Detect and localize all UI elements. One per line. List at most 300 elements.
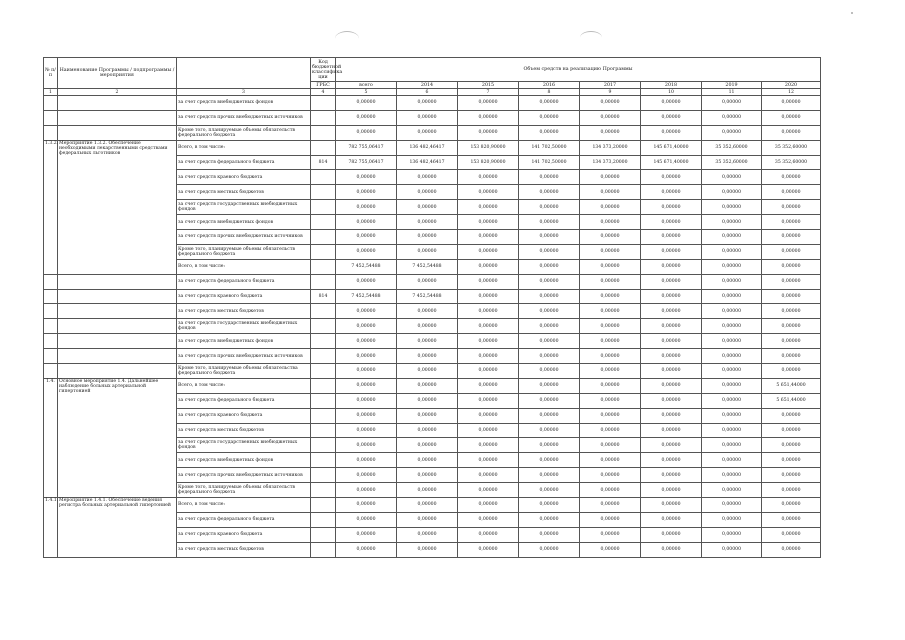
funding-source: за счет средств прочих внебюджетных источников [177,349,311,364]
amount-cell: 0,00000 [702,200,762,215]
amount-cell: 0,00000 [762,200,821,215]
amount-cell: 0,00000 [762,527,821,542]
budget-code [311,512,336,527]
row-index [44,289,58,304]
budget-table [43,57,821,558]
funding-source: за счет средств местных бюджетов [177,542,311,557]
amount-cell: 0,00000 [336,110,397,125]
funding-source: Кроме того, планируемые объемы обязательств федерального бюджета [177,244,311,259]
amount-cell: 0,00000 [702,259,762,274]
amount-cell: 0,00000 [458,349,519,364]
amount-cell: 0,00000 [336,319,397,334]
amount-cell: 0,00000 [458,512,519,527]
amount-cell: 0,00000 [458,289,519,304]
row-index: 1.4.1. [44,498,58,558]
amount-cell: 0,00000 [519,170,580,185]
amount-cell: 0,00000 [519,349,580,364]
amount-cell: 0,00000 [519,259,580,274]
scan-dot [851,12,853,14]
amount-cell: 0,00000 [702,349,762,364]
budget-code [311,364,336,379]
row-measure-name [58,334,177,349]
amount-cell: 0,00000 [641,274,702,289]
amount-cell: 0,00000 [702,527,762,542]
budget-code [311,378,336,393]
budget-code [311,274,336,289]
row-measure-name: Мероприятие 1.4.1. Обеспечение ведения регистра больных артериальной гипертонией [58,498,177,558]
amount-cell: 0,00000 [580,468,641,483]
amount-cell: 0,00000 [641,289,702,304]
amount-cell: 0,00000 [702,244,762,259]
amount-cell: 0,00000 [458,244,519,259]
amount-cell: 0,00000 [702,125,762,140]
amount-cell: 0,00000 [397,393,458,408]
column-number: 8 [519,89,580,96]
amount-cell: 0,00000 [458,393,519,408]
column-number: 11 [702,89,762,96]
amount-cell: 0,00000 [641,96,702,111]
amount-cell: 0,00000 [519,110,580,125]
amount-cell: 0,00000 [580,453,641,468]
amount-cell: 0,00000 [641,110,702,125]
funding-source: за счет средств краевого бюджета [177,408,311,423]
table-row [44,304,821,319]
amount-cell: 0,00000 [397,215,458,230]
amount-cell: 134 373,20000 [580,140,641,155]
amount-cell: 0,00000 [580,378,641,393]
scan-mark-right [580,31,602,44]
funding-source: за счет средств местных бюджетов [177,423,311,438]
table-row [44,140,821,155]
budget-code [311,334,336,349]
amount-cell: 0,00000 [336,200,397,215]
funding-source: за счет средств местных бюджетов [177,185,311,200]
amount-cell: 35 352,60000 [762,155,821,170]
amount-cell: 0,00000 [458,230,519,245]
amount-cell: 7 452,54488 [397,259,458,274]
amount-cell: 0,00000 [641,378,702,393]
amount-cell: 0,00000 [519,289,580,304]
amount-cell: 0,00000 [762,185,821,200]
amount-cell: 145 671,40000 [641,140,702,155]
amount-cell: 0,00000 [580,170,641,185]
table-row [44,334,821,349]
amount-cell: 0,00000 [580,527,641,542]
funding-source: за счет средств федерального бюджета [177,155,311,170]
amount-cell: 0,00000 [336,274,397,289]
row-index [44,96,58,111]
amount-cell: 0,00000 [641,364,702,379]
amount-cell: 0,00000 [580,364,641,379]
amount-cell: 0,00000 [336,185,397,200]
amount-cell: 0,00000 [458,483,519,498]
amount-cell: 0,00000 [641,200,702,215]
funding-source: Кроме того, планируемые объемы обязательства федерального бюджета [177,364,311,379]
amount-cell: 0,00000 [336,468,397,483]
amount-cell: 0,00000 [702,468,762,483]
amount-cell: 0,00000 [397,542,458,557]
amount-cell: 0,00000 [762,244,821,259]
amount-cell: 0,00000 [580,498,641,513]
budget-code [311,140,336,155]
amount-cell: 7 452,54488 [336,259,397,274]
header-source [177,58,311,89]
budget-code [311,438,336,453]
amount-cell: 0,00000 [336,542,397,557]
amount-cell: 0,00000 [519,304,580,319]
amount-cell: 0,00000 [762,423,821,438]
budget-code [311,259,336,274]
amount-cell: 0,00000 [702,170,762,185]
amount-cell: 0,00000 [336,349,397,364]
amount-cell: 5 651,44000 [762,378,821,393]
amount-cell: 0,00000 [580,125,641,140]
header-year: 2015 [458,82,519,89]
budget-code [311,125,336,140]
row-index [44,319,58,334]
row-index: 1.3.2. [44,140,58,274]
amount-cell: 0,00000 [336,393,397,408]
amount-cell: 0,00000 [397,319,458,334]
amount-cell: 0,00000 [397,334,458,349]
amount-cell: 0,00000 [702,334,762,349]
budget-code [311,200,336,215]
amount-cell: 0,00000 [641,334,702,349]
amount-cell: 0,00000 [458,319,519,334]
amount-cell: 0,00000 [397,244,458,259]
amount-cell: 0,00000 [336,244,397,259]
amount-cell: 0,00000 [641,423,702,438]
row-measure-name [58,304,177,319]
budget-code [311,408,336,423]
amount-cell: 0,00000 [641,438,702,453]
funding-source: за счет средств внебюджетных фондов [177,453,311,468]
funding-source: за счет средств внебюджетных фондов [177,96,311,111]
funding-source: за счет средств федерального бюджета [177,274,311,289]
amount-cell: 0,00000 [762,438,821,453]
amount-cell: 0,00000 [397,453,458,468]
amount-cell: 0,00000 [397,468,458,483]
scan-mark-left [335,31,359,46]
amount-cell: 0,00000 [397,512,458,527]
amount-cell: 0,00000 [580,438,641,453]
amount-cell: 0,00000 [641,215,702,230]
row-index [44,125,58,140]
amount-cell: 0,00000 [702,230,762,245]
amount-cell: 0,00000 [580,110,641,125]
amount-cell: 7 452,54488 [336,289,397,304]
amount-cell: 134 373,20000 [580,155,641,170]
amount-cell: 0,00000 [519,334,580,349]
amount-cell: 0,00000 [397,304,458,319]
amount-cell: 0,00000 [397,527,458,542]
amount-cell: 0,00000 [580,274,641,289]
amount-cell: 0,00000 [336,230,397,245]
row-index [44,304,58,319]
amount-cell: 0,00000 [641,542,702,557]
amount-cell: 7 452,54488 [397,289,458,304]
amount-cell: 0,00000 [397,274,458,289]
header-year: всего [336,82,397,89]
amount-cell: 0,00000 [336,483,397,498]
amount-cell: 0,00000 [641,453,702,468]
amount-cell: 0,00000 [458,304,519,319]
amount-cell: 0,00000 [336,453,397,468]
budget-code [311,170,336,185]
amount-cell: 35 352,60000 [762,140,821,155]
amount-cell: 0,00000 [458,453,519,468]
header-year: 2020 [762,82,821,89]
amount-cell: 0,00000 [762,468,821,483]
amount-cell: 0,00000 [762,512,821,527]
amount-cell: 153 820,90000 [458,155,519,170]
amount-cell: 0,00000 [519,319,580,334]
amount-cell: 0,00000 [519,200,580,215]
amount-cell: 0,00000 [702,319,762,334]
amount-cell: 0,00000 [336,498,397,513]
amount-cell: 0,00000 [458,378,519,393]
amount-cell: 0,00000 [641,349,702,364]
budget-code [311,230,336,245]
column-number: 1 [44,89,58,96]
header-code: ГРБС [311,82,336,89]
funding-source: за счет средств федерального бюджета [177,393,311,408]
amount-cell: 0,00000 [580,349,641,364]
column-number: 4 [311,89,336,96]
budget-code [311,527,336,542]
row-index [44,110,58,125]
funding-source: за счет средств внебюджетных фондов [177,215,311,230]
table-row [44,289,821,304]
budget-code [311,304,336,319]
row-index [44,349,58,364]
amount-cell: 0,00000 [580,289,641,304]
funding-source: Кроме того, планируемые объемы обязательств федерального бюджета [177,483,311,498]
amount-cell: 0,00000 [702,215,762,230]
funding-source: Кроме того, планируемые объемы обязательств федерального бюджета [177,125,311,140]
amount-cell: 0,00000 [458,185,519,200]
funding-source: за счет средств краевого бюджета [177,527,311,542]
amount-cell: 0,00000 [519,542,580,557]
amount-cell: 0,00000 [336,423,397,438]
amount-cell: 35 352,60000 [702,140,762,155]
amount-cell: 0,00000 [458,527,519,542]
budget-code [311,483,336,498]
amount-cell: 0,00000 [641,125,702,140]
table-row [44,319,821,334]
amount-cell: 0,00000 [702,185,762,200]
table-row [44,364,821,379]
amount-cell: 0,00000 [336,527,397,542]
column-number: 9 [580,89,641,96]
amount-cell: 0,00000 [702,438,762,453]
amount-cell: 0,00000 [519,274,580,289]
amount-cell: 0,00000 [762,170,821,185]
funding-source: за счет средств прочих внебюджетных источников [177,468,311,483]
header-year: 2016 [519,82,580,89]
amount-cell: 0,00000 [580,408,641,423]
amount-cell: 0,00000 [336,215,397,230]
table-row [44,110,821,125]
table-row [44,274,821,289]
header-row [44,58,821,82]
table-row [44,378,821,393]
amount-cell: 0,00000 [702,483,762,498]
amount-cell: 0,00000 [397,185,458,200]
amount-cell: 0,00000 [519,244,580,259]
amount-cell: 0,00000 [641,319,702,334]
row-measure-name [58,289,177,304]
amount-cell: 0,00000 [519,215,580,230]
header-volume: Объем средств на реализацию Программы [336,58,821,82]
table-row [44,498,821,513]
row-measure-name [58,110,177,125]
amount-cell: 0,00000 [397,125,458,140]
amount-cell: 0,00000 [397,230,458,245]
amount-cell: 136 482,46417 [397,155,458,170]
budget-code [311,215,336,230]
header-code-group: Код бюджетной классифика ции [311,58,336,82]
funding-source: Всего, в том числе: [177,498,311,513]
column-number: 10 [641,89,702,96]
amount-cell: 0,00000 [702,110,762,125]
amount-cell: 0,00000 [762,498,821,513]
amount-cell: 0,00000 [641,185,702,200]
amount-cell: 136 482,46417 [397,140,458,155]
amount-cell: 0,00000 [397,110,458,125]
budget-code: 814 [311,289,336,304]
amount-cell: 0,00000 [762,274,821,289]
amount-cell: 0,00000 [458,408,519,423]
amount-cell: 35 352,60000 [702,155,762,170]
amount-cell: 0,00000 [641,408,702,423]
amount-cell: 0,00000 [397,423,458,438]
column-number: 7 [458,89,519,96]
funding-source: за счет средств краевого бюджета [177,289,311,304]
amount-cell: 0,00000 [580,512,641,527]
amount-cell: 0,00000 [580,334,641,349]
column-number: 5 [336,89,397,96]
row-measure-name [58,125,177,140]
amount-cell: 0,00000 [458,259,519,274]
amount-cell: 0,00000 [336,334,397,349]
row-index [44,274,58,289]
amount-cell: 0,00000 [702,542,762,557]
funding-source: за счет средств краевого бюджета [177,170,311,185]
amount-cell: 0,00000 [580,259,641,274]
amount-cell: 782 755,06417 [336,140,397,155]
amount-cell: 0,00000 [641,259,702,274]
header-year: 2017 [580,82,641,89]
budget-code [311,110,336,125]
amount-cell: 0,00000 [762,304,821,319]
budget-code [311,498,336,513]
column-number-row [44,89,821,96]
amount-cell: 0,00000 [762,483,821,498]
amount-cell: 0,00000 [580,542,641,557]
amount-cell: 0,00000 [519,185,580,200]
amount-cell: 0,00000 [702,289,762,304]
funding-source: за счет средств государственных внебюджетных фондов [177,438,311,453]
amount-cell: 0,00000 [519,378,580,393]
amount-cell: 0,00000 [519,483,580,498]
header-index: № п/п [44,58,58,89]
amount-cell: 0,00000 [702,498,762,513]
amount-cell: 0,00000 [580,230,641,245]
amount-cell: 0,00000 [641,393,702,408]
amount-cell: 0,00000 [397,408,458,423]
amount-cell: 0,00000 [641,230,702,245]
amount-cell: 0,00000 [336,378,397,393]
amount-cell: 0,00000 [762,364,821,379]
amount-cell: 0,00000 [519,468,580,483]
amount-cell: 0,00000 [580,483,641,498]
funding-source: Всего, в том числе: [177,140,311,155]
amount-cell: 0,00000 [397,438,458,453]
amount-cell: 0,00000 [641,527,702,542]
amount-cell: 0,00000 [397,498,458,513]
amount-cell: 0,00000 [762,319,821,334]
amount-cell: 0,00000 [580,96,641,111]
amount-cell: 0,00000 [519,96,580,111]
amount-cell: 0,00000 [519,408,580,423]
amount-cell: 0,00000 [641,170,702,185]
row-measure-name [58,319,177,334]
table-row [44,125,821,140]
row-index [44,364,58,379]
amount-cell: 0,00000 [519,527,580,542]
row-measure-name [58,274,177,289]
amount-cell: 0,00000 [762,125,821,140]
amount-cell: 0,00000 [458,542,519,557]
amount-cell: 0,00000 [458,498,519,513]
funding-source: за счет средств местных бюджетов [177,304,311,319]
row-measure-name [58,349,177,364]
amount-cell: 0,00000 [580,185,641,200]
amount-cell: 0,00000 [762,96,821,111]
amount-cell: 0,00000 [762,230,821,245]
budget-code [311,393,336,408]
amount-cell: 0,00000 [397,96,458,111]
amount-cell: 0,00000 [641,512,702,527]
amount-cell: 0,00000 [702,378,762,393]
amount-cell: 5 651,44000 [762,393,821,408]
amount-cell: 0,00000 [762,349,821,364]
amount-cell: 0,00000 [702,364,762,379]
amount-cell: 0,00000 [519,364,580,379]
amount-cell: 0,00000 [519,512,580,527]
column-number: 12 [762,89,821,96]
funding-source: за счет средств государственных внебюджетных фондов [177,319,311,334]
funding-source: Всего, в том числе: [177,259,311,274]
budget-code [311,319,336,334]
budget-code [311,542,336,557]
funding-source: за счет средств федерального бюджета [177,512,311,527]
amount-cell: 0,00000 [336,170,397,185]
amount-cell: 0,00000 [641,244,702,259]
amount-cell: 0,00000 [702,96,762,111]
amount-cell: 0,00000 [458,110,519,125]
amount-cell: 141 702,50000 [519,140,580,155]
amount-cell: 0,00000 [762,408,821,423]
budget-code [311,349,336,364]
amount-cell: 0,00000 [336,304,397,319]
funding-source: Всего, в том числе: [177,378,311,393]
budget-code [311,423,336,438]
amount-cell: 0,00000 [397,483,458,498]
budget-code [311,453,336,468]
column-number: 6 [397,89,458,96]
